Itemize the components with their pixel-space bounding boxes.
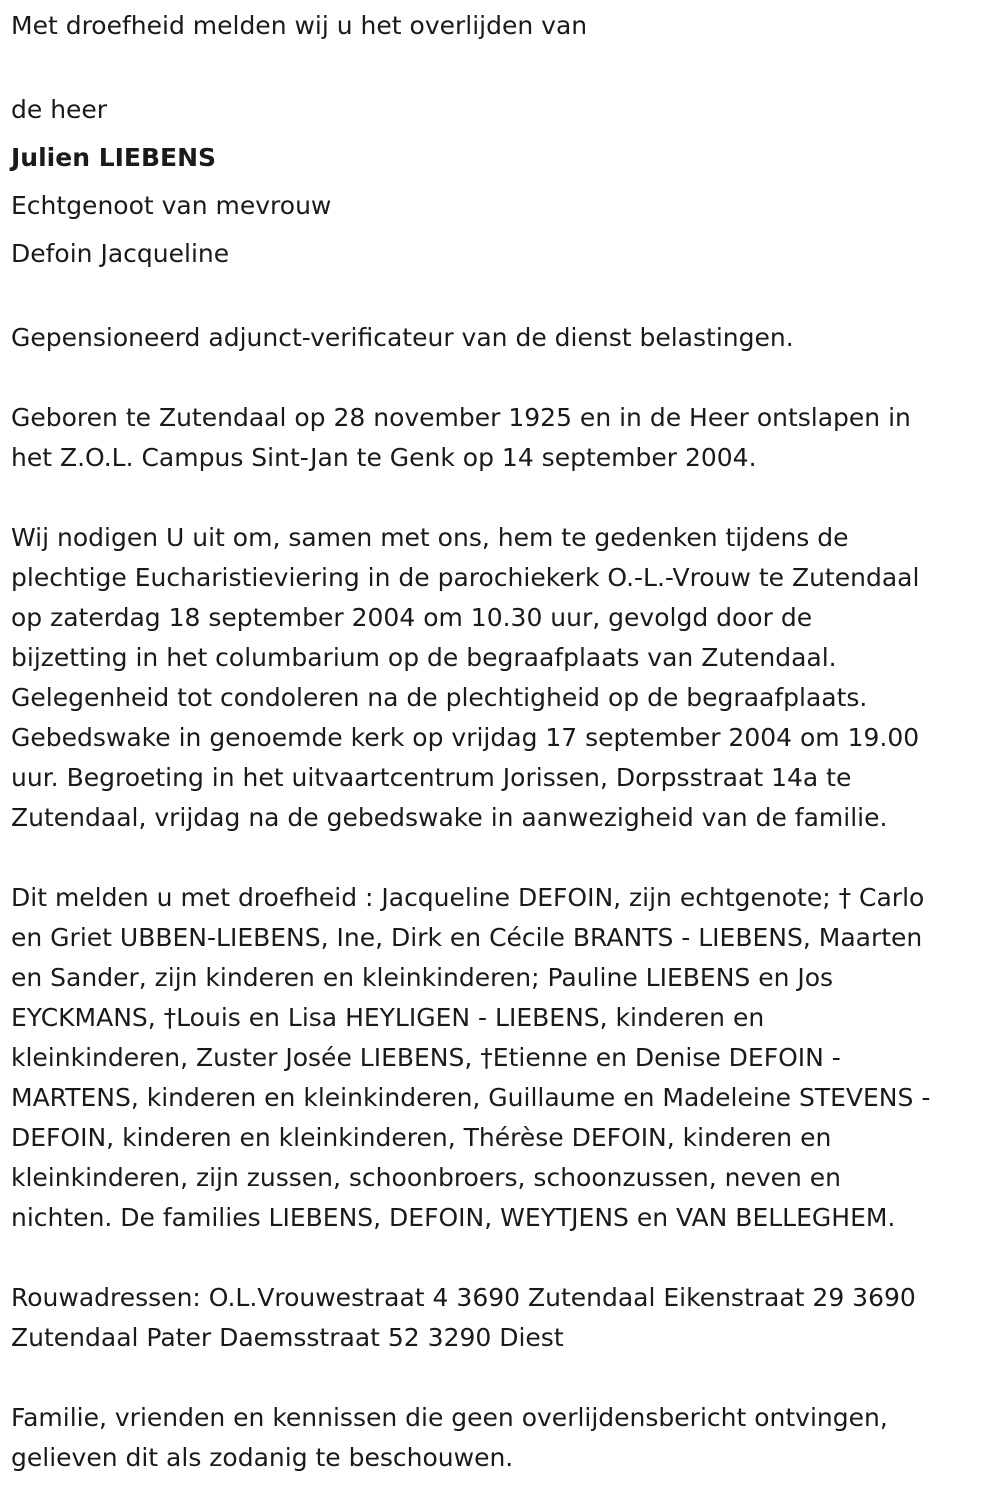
family-line: EYCKMANS, †Louis en Lisa HEYLIGEN - LIEBENS, kinderen en xyxy=(11,1003,765,1032)
family-line: DEFOIN, kinderen en kleinkinderen, Thérèse DEFOIN, kinderen en xyxy=(11,1123,832,1152)
spouse-label: Echtgenoot van mevrouw xyxy=(11,191,332,220)
ceremony-line: Zutendaal, vrijdag na de gebedswake in aanwezigheid van de familie. xyxy=(11,803,888,832)
address-line: Rouwadressen: O.L.Vrouwestraat 4 3690 Zutendaal Eikenstraat 29 3690 xyxy=(11,1283,916,1312)
ceremony-line: Gebedswake in genoemde kerk op vrijdag 17 september 2004 om 19.00 xyxy=(11,723,920,752)
family-paragraph xyxy=(11,878,991,1238)
spouse-name: Defoin Jacqueline xyxy=(11,239,230,268)
ceremony-line: uur. Begroeting in het uitvaartcentrum Jorissen, Dorpsstraat 14a te xyxy=(11,763,852,792)
birth-death-line: Geboren te Zutendaal op 28 november 1925 en in de Heer ontslapen in xyxy=(11,403,911,432)
family-line: en Sander, zijn kinderen en kleinkinderen; Pauline LIEBENS en Jos xyxy=(11,963,834,992)
intro-text: Met droefheid melden wij u het overlijden van xyxy=(11,11,588,40)
birth-death-paragraph xyxy=(11,398,991,478)
closing-line: Familie, vrienden en kennissen die geen overlijdensbericht ontvingen, xyxy=(11,1403,888,1432)
family-line: MARTENS, kinderen en kleinkinderen, Guillaume en Madeleine STEVENS - xyxy=(11,1083,931,1112)
family-line: en Griet UBBEN-LIEBENS, Ine, Dirk en Cécile BRANTS - LIEBENS, Maarten xyxy=(11,923,923,952)
deceased-name: Julien LIEBENS xyxy=(11,143,217,172)
ceremony-line: op zaterdag 18 september 2004 om 10.30 uur, gevolgd door de xyxy=(11,603,813,632)
family-line: nichten. De families LIEBENS, DEFOIN, WEYTJENS en VAN BELLEGHEM. xyxy=(11,1203,896,1232)
honorific: de heer xyxy=(11,95,108,124)
family-line: kleinkinderen, Zuster Josée LIEBENS, †Etienne en Denise DEFOIN - xyxy=(11,1043,841,1072)
closing-paragraph xyxy=(11,1398,991,1478)
ceremony-line: Wij nodigen U uit om, samen met ons, hem te gedenken tijdens de xyxy=(11,523,849,552)
address-line: Zutendaal Pater Daemsstraat 52 3290 Diest xyxy=(11,1323,564,1352)
ceremony-line: plechtige Eucharistieviering in de parochiekerk O.-L.-Vrouw te Zutendaal xyxy=(11,563,920,592)
ceremony-line: Gelegenheid tot condoleren na de plechtigheid op de begraafplaats. xyxy=(11,683,868,712)
obituary-notice xyxy=(11,6,991,1478)
occupation-line: Gepensioneerd adjunct-verificateur van de dienst belastingen. xyxy=(11,323,794,352)
ceremony-paragraph xyxy=(11,518,991,838)
occupation-paragraph xyxy=(11,318,991,358)
family-line: kleinkinderen, zijn zussen, schoonbroers, schoonzussen, neven en xyxy=(11,1163,842,1192)
ceremony-line: bijzetting in het columbarium op de begraafplaats van Zutendaal. xyxy=(11,643,837,672)
birth-death-line: het Z.O.L. Campus Sint-Jan te Genk op 14 september 2004. xyxy=(11,443,757,472)
family-line: Dit melden u met droefheid : Jacqueline DEFOIN, zijn echtgenote; † Carlo xyxy=(11,883,925,912)
addresses-paragraph xyxy=(11,1278,991,1358)
closing-line: gelieven dit als zodanig te beschouwen. xyxy=(11,1443,514,1472)
